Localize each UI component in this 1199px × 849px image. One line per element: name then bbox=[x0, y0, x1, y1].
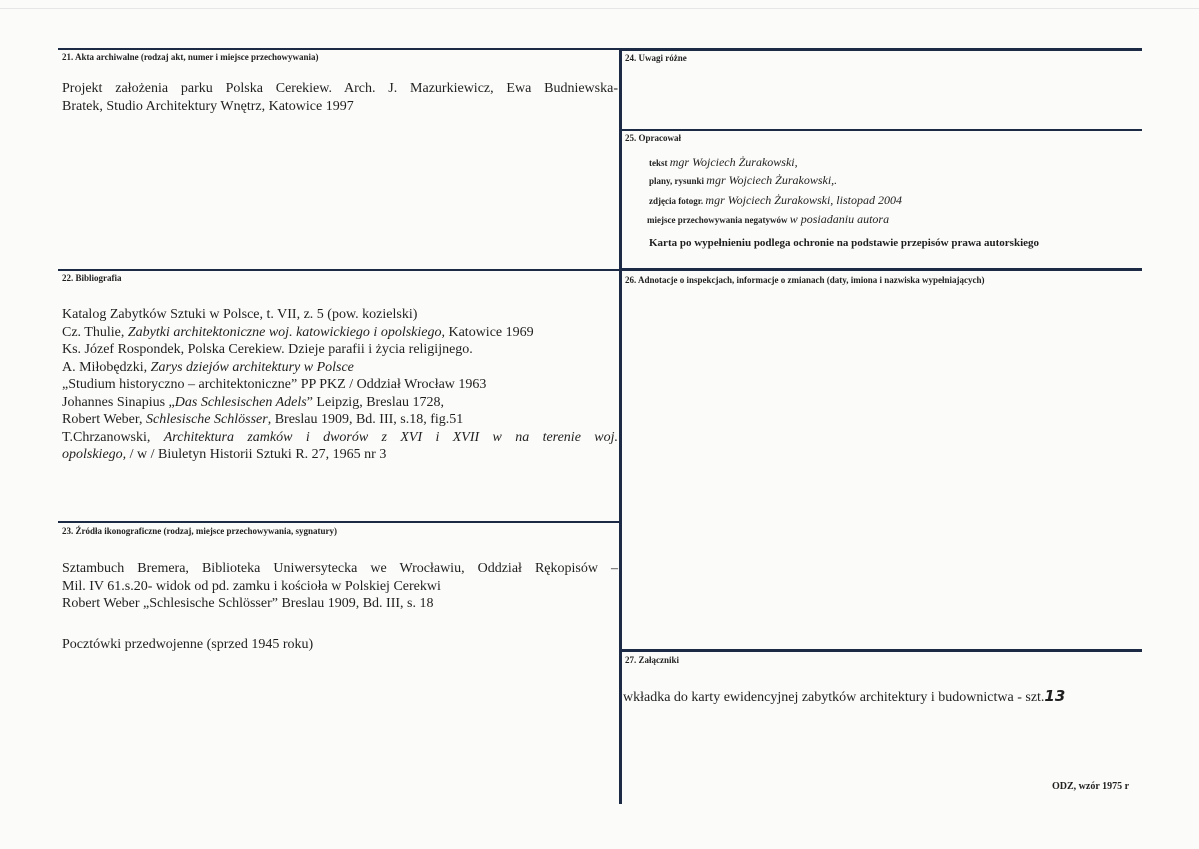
bib-author: T.Chrzanowski, bbox=[62, 429, 164, 445]
section-23-line: Pocztówki przedwojenne (sprzed 1945 roku) bbox=[62, 637, 314, 652]
rule-right-25 bbox=[621, 129, 1142, 131]
bib-author: Robert Weber, bbox=[62, 412, 146, 427]
bib-title: Schlesische Schlösser bbox=[145, 412, 268, 427]
bib-rest: ” Leipzig, Breslau 1728, bbox=[306, 394, 444, 410]
section-22-bibliography bbox=[62, 306, 618, 464]
rule-left-22 bbox=[58, 269, 621, 271]
bib-title: opolskiego, bbox=[62, 447, 127, 462]
bib-title: Zabytki architektoniczne woj. katowickiego i opolskiego, bbox=[127, 324, 445, 340]
bib-entry bbox=[62, 394, 618, 412]
bib-author: Johannes Sinapius „ bbox=[62, 394, 175, 410]
bib-rest: , Breslau 1909, Bd. III, s.18, fig.51 bbox=[267, 412, 464, 427]
section-21-line: Projekt założenia parku Polska Cerekiew. Arch. J. Mazurkiewicz, Ewa Budniewska- bbox=[62, 81, 618, 96]
author-row-value: w posiadaniu autora bbox=[789, 212, 890, 226]
section-21-text bbox=[62, 80, 618, 115]
section-21-header: 21. Akta archiwalne (rodzaj akt, numer i miejsce przechowywania) bbox=[62, 52, 319, 62]
author-row-value: mgr Wojciech Żurakowski,. bbox=[706, 173, 838, 187]
bib-entry: Ks. Józef Rospondek, Polska Cerekiew. Dzieje parafii i życia religijnego. bbox=[62, 342, 473, 357]
bib-title: Architektura zamków i dworów z XVI i XVII w na terenie woj. bbox=[163, 429, 618, 445]
rule-center-vertical bbox=[619, 48, 622, 804]
bib-entry: Katalog Zabytków Sztuki w Polsce, t. VII, z. 5 (pow. kozielski) bbox=[62, 307, 418, 322]
bib-title: Das Schlesischen Adels bbox=[174, 394, 307, 410]
section-25-header: 25. Opracował bbox=[625, 133, 681, 143]
author-row-value: mgr Wojciech Żurakowski, bbox=[669, 155, 798, 169]
bib-rest: / w / Biuletyn Historii Sztuki R. 27, 1965 nr 3 bbox=[126, 447, 387, 462]
rule-top-right bbox=[621, 48, 1142, 51]
copyright-note: Karta po wypełnieniu podlega ochronie na podstawie przepisów prawa autorskiego bbox=[649, 237, 1040, 249]
bib-entry: „Studium historyczno – architektoniczne” PP PKZ / Oddział Wrocław 1963 bbox=[62, 377, 487, 392]
section-22-header: 22. Bibliografia bbox=[62, 273, 122, 283]
scan-edge-line bbox=[0, 8, 1199, 9]
section-24-header: 24. Uwagi różne bbox=[625, 53, 687, 63]
section-26-header: 26. Adnotacje o inspekcjach, informacje o zmianach (daty, imiona i nazwiska wypełniających) bbox=[625, 275, 985, 285]
author-row-photos bbox=[649, 193, 902, 208]
attachment-line bbox=[623, 688, 1065, 707]
section-23-line: Sztambuch Bremera, Biblioteka Uniwersytecka we Wrocławiu, Oddział Rękopisów – bbox=[62, 561, 618, 576]
section-23-header: 23. Źródła ikonograficzne (rodzaj, miejsce przechowywania, sygnatury) bbox=[62, 526, 338, 536]
bib-entry bbox=[62, 429, 618, 447]
bib-entry bbox=[62, 446, 618, 464]
rule-top-left bbox=[58, 48, 621, 50]
rule-right-27 bbox=[621, 649, 1142, 652]
bib-entry bbox=[62, 411, 618, 429]
rule-right-26 bbox=[621, 268, 1142, 271]
section-23-line: Robert Weber „Schlesische Schlösser” Breslau 1909, Bd. III, s. 18 bbox=[62, 596, 434, 611]
bib-rest: Katowice 1969 bbox=[444, 324, 534, 340]
bib-author: A. Miłobędzki, bbox=[62, 359, 151, 375]
bib-author: Cz. Thulie, bbox=[62, 324, 128, 340]
bib-entry bbox=[62, 324, 618, 342]
bib-entry bbox=[62, 359, 618, 377]
author-row-label: plany, rysunki bbox=[649, 176, 705, 186]
author-row-label: tekst bbox=[649, 158, 668, 168]
author-row-text bbox=[649, 155, 798, 170]
author-row-label: miejsce przechowywania negatywów bbox=[647, 215, 788, 225]
rule-left-23 bbox=[58, 521, 621, 523]
attachment-count: 13 bbox=[1044, 687, 1066, 705]
section-23-postcards bbox=[62, 636, 313, 654]
section-21-line: Bratek, Studio Architektury Wnętrz, Katowice 1997 bbox=[62, 98, 354, 114]
form-footer: ODZ, wzór 1975 r bbox=[1052, 781, 1130, 792]
author-row-value: mgr Wojciech Żurakowski, listopad 2004 bbox=[705, 193, 902, 207]
bib-title: Zarys dziejów architektury w Polsce bbox=[150, 359, 354, 375]
section-23-text bbox=[62, 560, 618, 613]
section-27-header: 27. Załączniki bbox=[625, 655, 680, 665]
attachment-description: wkładka do karty ewidencyjnej zabytków architektury i budownictwa - szt. bbox=[623, 690, 1045, 705]
author-row-label: zdjęcia fotogr. bbox=[649, 196, 704, 206]
author-row-negatives bbox=[647, 212, 889, 227]
author-row-drawings bbox=[649, 173, 837, 188]
section-23-line: Mil. IV 61.s.20- widok od pd. zamku i kościoła w Polskiej Cerekwi bbox=[62, 578, 441, 594]
section-27-text bbox=[623, 688, 1065, 707]
